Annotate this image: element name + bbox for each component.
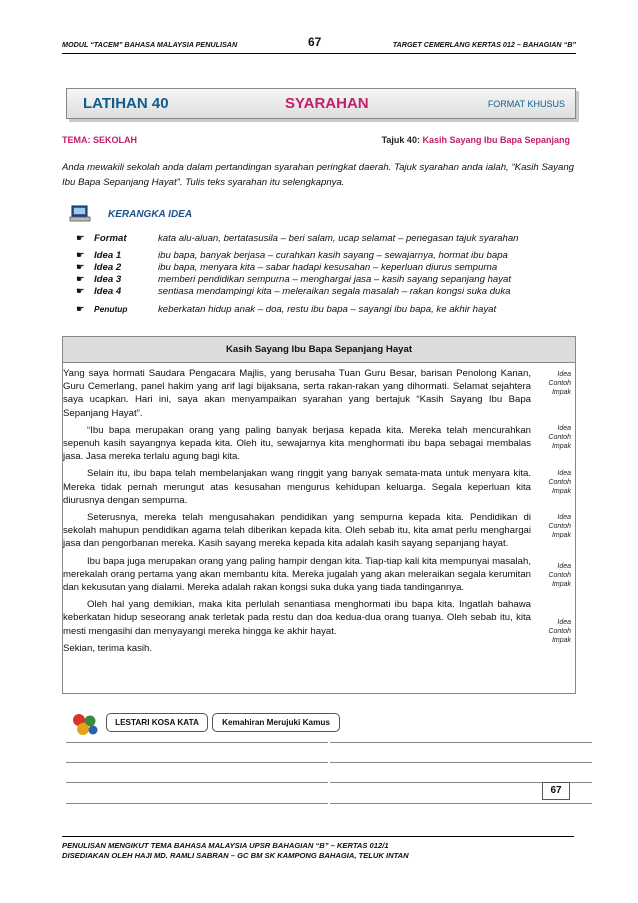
framework-row-text: sentiasa mendampingi kita – meleraikan segala masalah – rakan kongsi suka duka <box>158 286 511 297</box>
pointing-hand-icon: ☛ <box>76 233 85 244</box>
page-number-badge: 67 <box>542 782 570 800</box>
essay-paragraph: Sekian, terima kasih. <box>63 642 153 654</box>
side-note: Idea Contoh Impak <box>548 425 571 450</box>
framework-row-label: Idea 2 <box>94 262 122 273</box>
exercise-number: LATIHAN 40 <box>83 95 169 112</box>
framework-row-text: ibu bapa, banyak berjasa – curahkan kasih sayang – sewajarnya, hormat ibu bapa <box>158 250 508 261</box>
essay-paragraph: Oleh hal yang demikian, maka kita perlulah senantiasa menghormati ibu bapa kita. Ingatlah bahawa keberkatan hidup seseorang anak terletak pada restu dan doa kedua-dua orang tuanya. Oleh sebab itu, kita mesti mengasihi dan menyayangi mereka hingga ke akhir hayat. <box>63 599 531 637</box>
essay-title: Kasih Sayang Ibu Bapa Sepanjang Hayat <box>63 337 575 363</box>
page-header <box>62 33 576 54</box>
footer-line-1: PENULISAN MENGIKUT TEMA BAHASA MALAYSIA UPSR BAHAGIAN “B” – KERTAS 012/1 <box>62 841 389 850</box>
essay-paragraph: Yang saya hormati Saudara Pengacara Majlis, yang berusaha Tuan Guru Besar, barisan Penolong Kanan, Guru Cemerlang, panel hakim yang arif lagi bijaksana, serta rakan-rakan yang dihormati. Selamat sejahtera saya ucapkan. Hari ini, saya akan menyampaikan syarahan yang bertajuk “Kasih Sayang Ibu Bapa Sepanjang Hayat”. <box>63 368 531 419</box>
exercise-format: FORMAT KHUSUS <box>487 99 565 109</box>
pointing-hand-icon: ☛ <box>76 304 85 315</box>
side-note: Idea Contoh Impak <box>548 470 571 495</box>
exercise-banner <box>66 88 576 119</box>
essay-paragraph: Ibu bapa juga merupakan orang yang paling hampir dengan kita. Tiap-tiap kali kita mempunyai masalah, merekalah orang pertama yang akan membantu kita. Mereka jugalah yang akan meleraikan segala kerumitan dan kekusutan yang dialami. Mereka adalah rakan kongsi suka duka yang tiada tandingannya. <box>63 555 531 594</box>
framework-row-format <box>76 233 519 246</box>
header-page-number: 67 <box>308 35 322 49</box>
essay-box <box>62 336 576 694</box>
topic-value: Kasih Sayang Ibu Bapa Sepanjang <box>422 135 570 145</box>
framework-row-idea-4 <box>76 286 511 299</box>
theme-label: TEMA: SEKOLAH <box>62 135 137 145</box>
framework-row-text: keberkatan hidup anak – doa, restu ibu bapa – sayangi ibu bapa, ke akhir hayat <box>158 304 497 315</box>
essay-paragraph: Selain itu, ibu bapa telah membelanjakan wang ringgit yang banyak semata-mata untuk menyara kita. Mereka tidak pernah merungut atas kesusahan mengurus kehidupan keluarga. Segala keperluan kita diurusnya dengan sempurna. <box>63 468 531 506</box>
framework-row-label: Idea 4 <box>94 286 122 297</box>
topic-number: Tajuk 40 <box>381 135 417 145</box>
essay-body <box>63 367 531 655</box>
framework-row-label: Idea 1 <box>94 250 122 261</box>
side-note: Idea Contoh Impak <box>548 514 571 539</box>
framework-row-text: memberi pendidikan sempurna – menghargai jasa – kasih sayang sepanjang hayat <box>158 274 512 285</box>
essay-paragraph: Seterusnya, mereka telah mengusahakan pendidikan yang sempurna kepada kita. Pendidikan di sekolah mahupun pendidikan agama telah diberikan kepada kita. Oleh sebab itu, kita amat perlu menghargai jasa dan pengorbanan mereka. Kasih sayang mereka kepada kita adalah kasih sayang sepanjang hayat. <box>63 512 531 550</box>
framework-title: KERANGKA IDEA <box>108 209 193 220</box>
side-note: Idea Contoh Impak <box>548 619 571 644</box>
topic-label: Tajuk 40: Kasih Sayang Ibu Bapa Sepanjang <box>381 135 570 145</box>
pointing-hand-icon: ☛ <box>76 250 85 261</box>
framework-row-penutup <box>76 304 497 317</box>
puzzle-icon <box>70 712 100 736</box>
pointing-hand-icon: ☛ <box>76 286 85 297</box>
page-footer <box>62 836 574 861</box>
pointing-hand-icon: ☛ <box>76 262 85 273</box>
header-module-title: MODUL “TACEM” BAHASA MALAYSIA PENULISAN <box>62 40 238 49</box>
kamus-skill-label: Kemahiran Merujuki Kamus <box>212 713 340 732</box>
computer-icon <box>69 205 91 222</box>
lestari-kosa-kata-label: LESTARI KOSA KATA <box>106 713 208 732</box>
instructions: Anda mewakili sekolah anda dalam pertandingan syarahan peringkat daerah. Tajuk syarahan anda ialah, “Kasih Sayang Ibu Bapa Sepanjang Hayat”. Tulis teks syarahan itu selengkapnya. <box>62 162 574 188</box>
framework-row-label: Penutup <box>94 304 128 314</box>
side-note: Idea Contoh Impak <box>548 371 571 396</box>
header-target-title: TARGET CEMERLANG KERTAS 012 – BAHAGIAN “B” <box>392 40 576 49</box>
side-note: Idea Contoh Impak <box>548 563 571 588</box>
exercise-type: SYARAHAN <box>285 95 369 112</box>
framework-row-label: Format <box>94 233 127 244</box>
essay-paragraph: “Ibu bapa merupakan orang yang paling banyak berjasa kepada kita. Mereka telah mencurahkan sepenuh kasih sayangnya kepada kita. Oleh itu, sewajarnya kita menghormati ibu bapa sebagai membalas jasa. Jasa mereka terlalu agung bagi kita. <box>63 424 531 463</box>
framework-row-text: kata alu-aluan, bertatasusila – beri salam, ucap selamat – penegasan tajuk syarahan <box>158 233 519 244</box>
vocab-lines-left <box>66 742 328 804</box>
pointing-hand-icon: ☛ <box>76 274 85 285</box>
framework-row-text: ibu bapa, menyara kita – sabar hadapi kesusahan – keperluan diurus sempurna <box>158 262 498 273</box>
footer-line-2: DISEDIAKAN OLEH HAJI MD. RAMLI SABRAN – GC BM SK KAMPONG BAHAGIA, TELUK INTAN <box>62 851 409 860</box>
framework-row-label: Idea 3 <box>94 274 122 285</box>
